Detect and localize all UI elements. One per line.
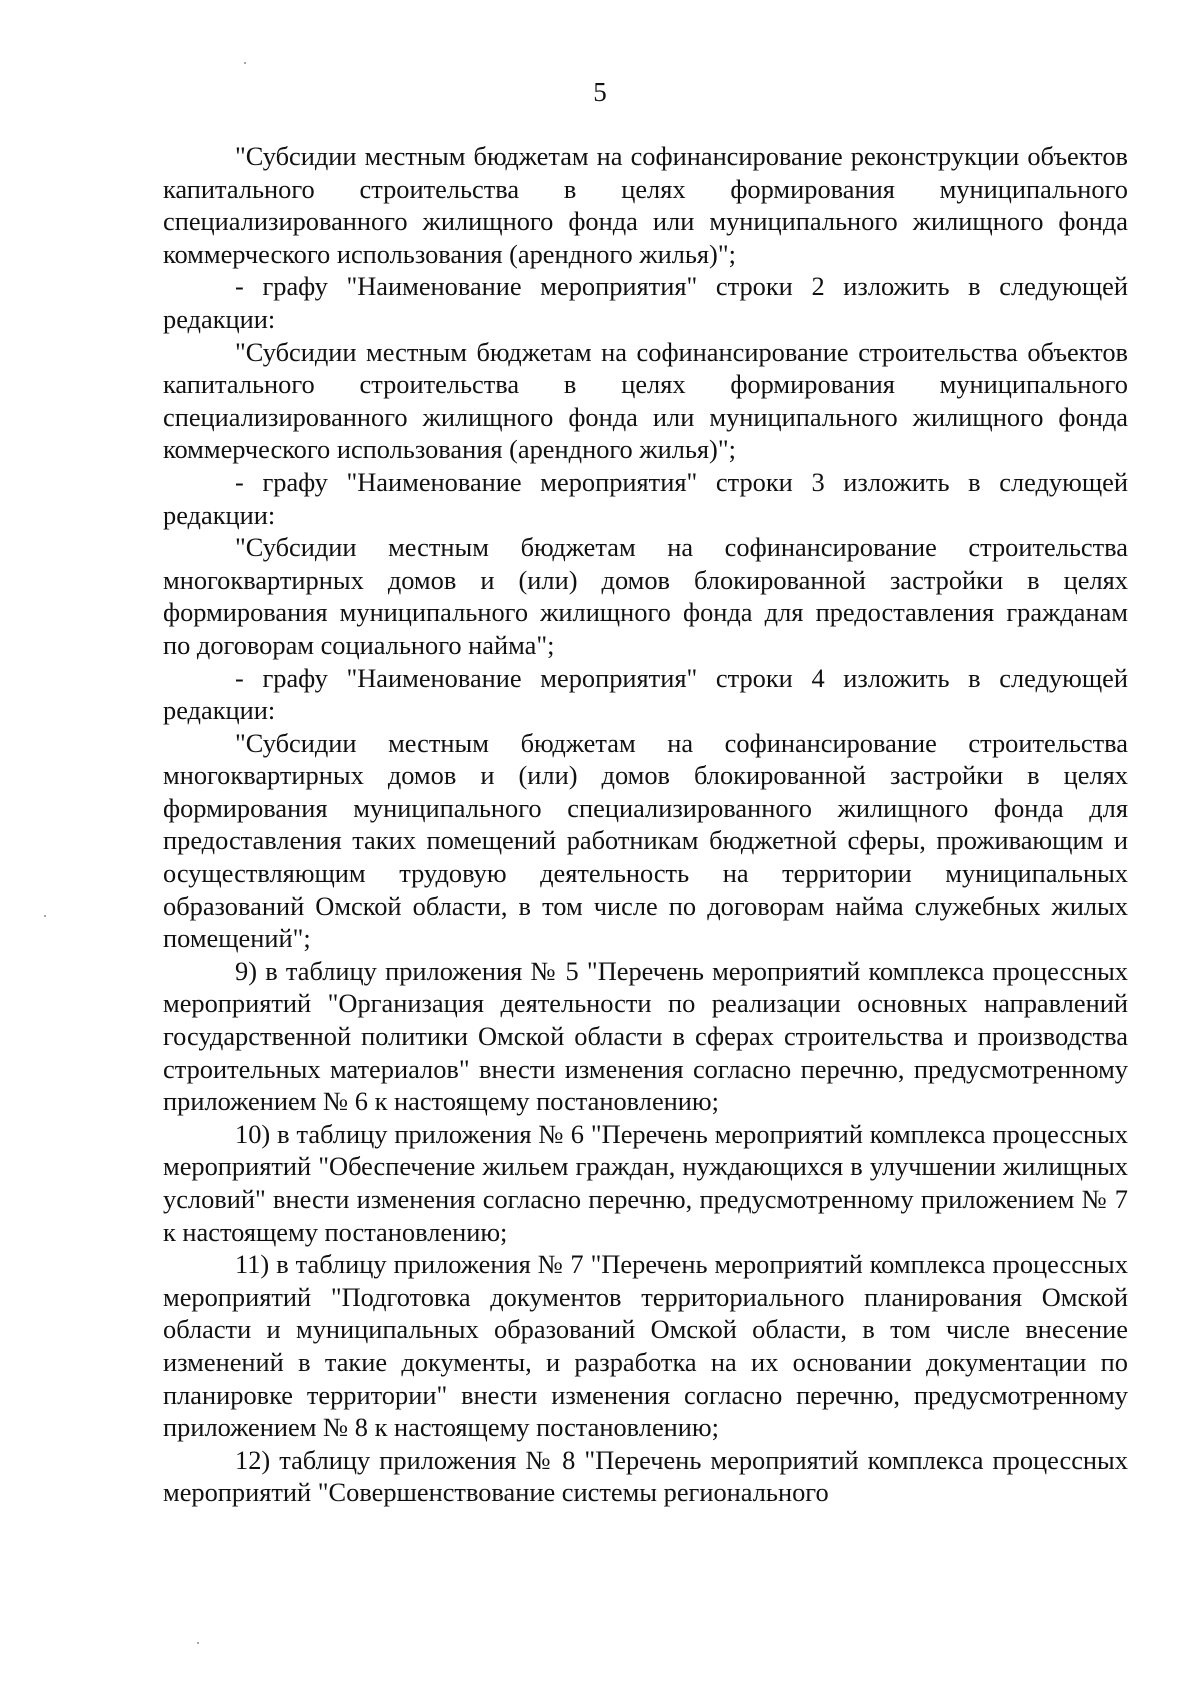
- paragraph: 9) в таблицу приложения № 5 "Перечень мероприятий комплекса процессных мероприятий "Организация деятельности по реализации основных направлений государственной политики Омской области в сферах строительства и производства строительных материалов" внести изменения согласно перечню, предусмотренному приложением № 6 к настоящему постановлению;: [163, 955, 1128, 1117]
- paragraph: "Субсидии местным бюджетам на софинансирование строительства многоквартирных домов и (или) домов блокированной застройки в целях формирования муниципального специализированного жилищного фонда для предоставления таких помещений работникам бюджетной сферы, проживающим и осуществляющим трудовую деятельность на территории муниципальных образований Омской области, в том числе по договорам найма служебных жилых помещений";: [163, 727, 1128, 954]
- scan-speck: [197, 1642, 199, 1644]
- paragraph: - графу "Наименование мероприятия" строки 2 изложить в следующей редакции:: [163, 271, 1128, 334]
- document-body: [163, 140, 1128, 1509]
- paragraph: "Субсидии местным бюджетам на софинансирование строительства многоквартирных домов и (или) домов блокированной застройки в целях формирования муниципального жилищного фонда для предоставления гражданам по договорам социального найма";: [163, 532, 1128, 660]
- scan-speck: [44, 915, 46, 917]
- paragraph: "Субсидии местным бюджетам на софинансирование реконструкции объектов капитального строительства в целях формирования муниципального специализированного жилищного фонда или муниципального жилищного фонда коммерческого использования (арендного жилья)";: [163, 141, 1128, 269]
- paragraph: 10) в таблицу приложения № 6 "Перечень мероприятий комплекса процессных мероприятий "Обеспечение жильем граждан, нуждающихся в улучшении жилищных условий" внести изменения согласно перечню, предусмотренному приложением № 7 к настоящему постановлению;: [163, 1118, 1128, 1247]
- paragraph: - графу "Наименование мероприятия" строки 4 изложить в следующей редакции:: [163, 662, 1128, 726]
- paragraph: 11) в таблицу приложения № 7 "Перечень мероприятий комплекса процессных мероприятий "Подготовка документов территориального планирования Омской области и муниципальных образований Омской области, в том числе внесение изменений в такие документы, и разработка на их основании документации по планировке территории" внести изменения согласно перечню, предусмотренному приложением № 8 к настоящему постановлению;: [163, 1249, 1128, 1443]
- paragraph: 12) таблицу приложения № 8 "Перечень мероприятий комплекса процессных мероприятий "Совершенствование системы регионального: [163, 1444, 1128, 1508]
- paragraph: - графу "Наименование мероприятия" строки 3 изложить в следующей редакции:: [163, 466, 1128, 530]
- page-number: 5: [593, 77, 607, 107]
- scan-speck: [244, 62, 246, 64]
- paragraph: "Субсидии местным бюджетам на софинансирование строительства объектов капитального строительства в целях формирования муниципального специализированного жилищного фонда или муниципального жилищного фонда коммерческого использования (арендного жилья)";: [163, 336, 1128, 465]
